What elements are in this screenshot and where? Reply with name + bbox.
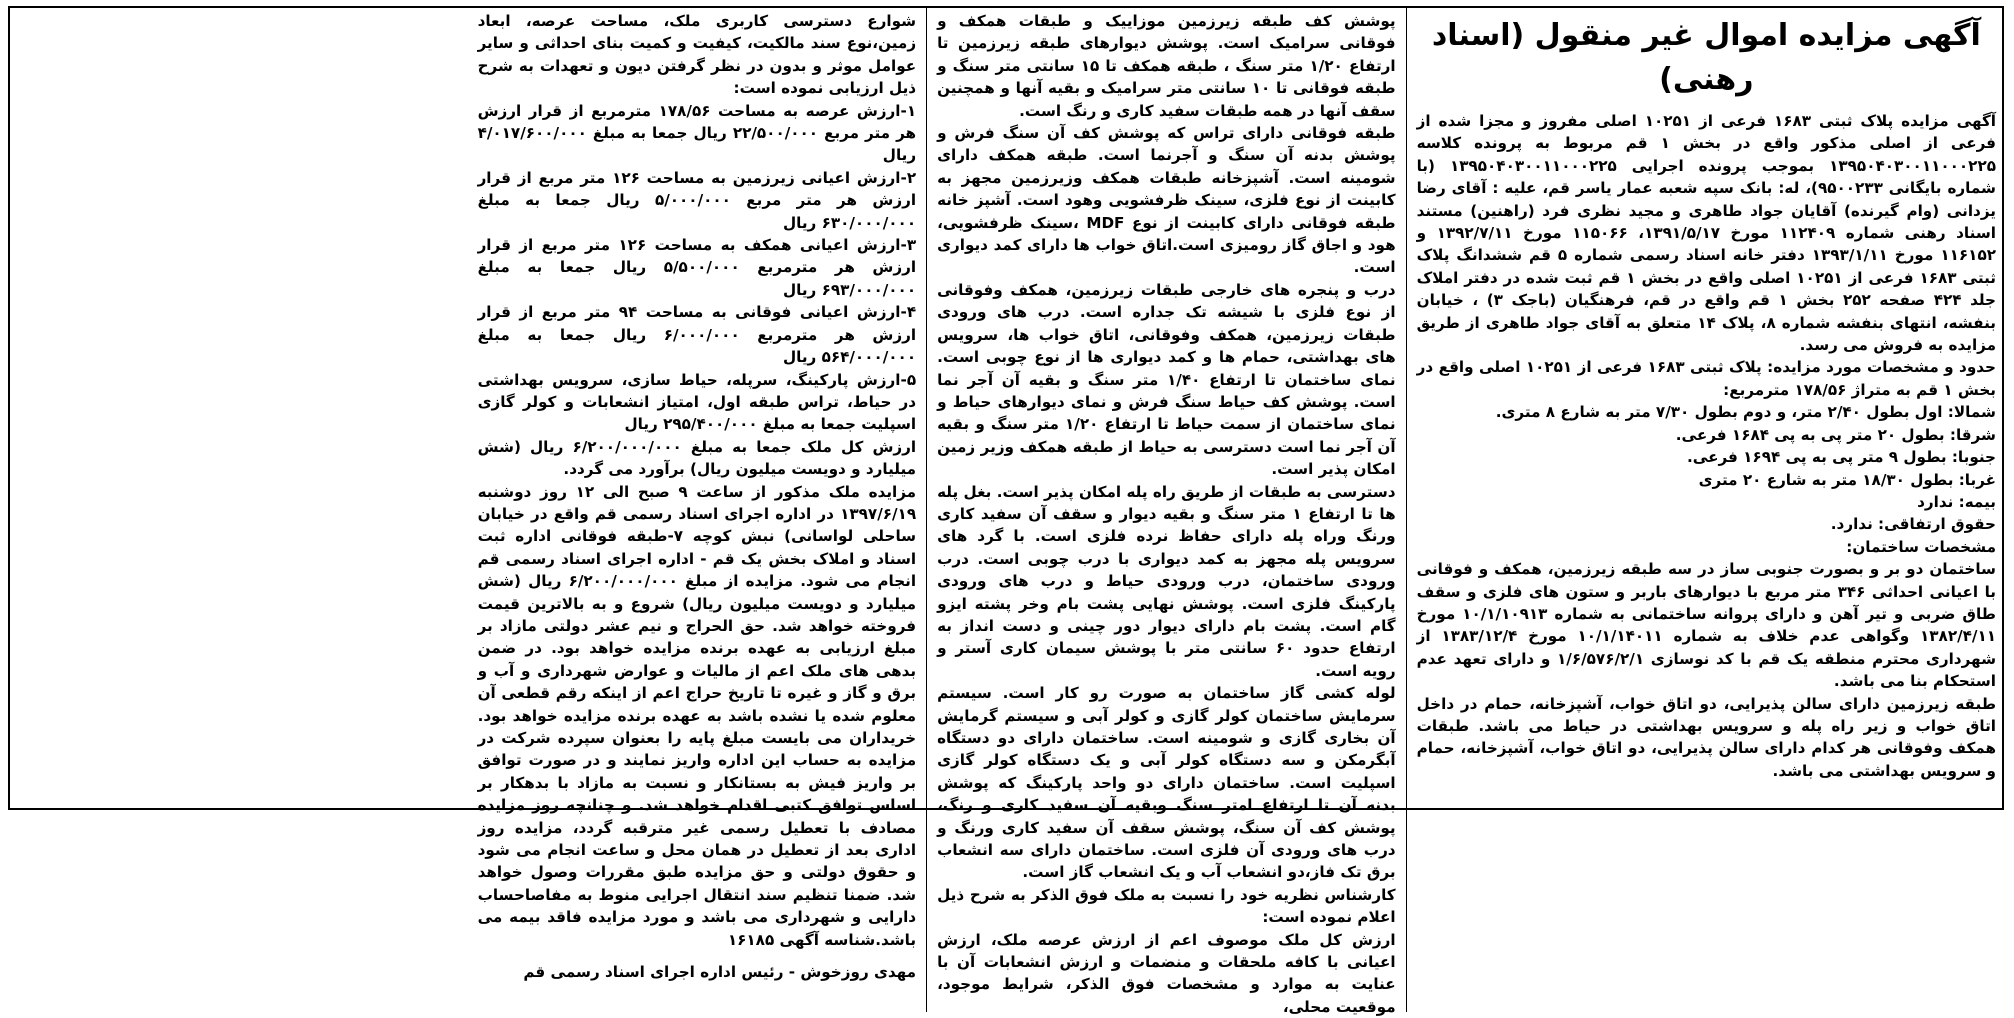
- terrace-paragraph: طبقه فوقانی دارای تراس که پوشش کف آن سنگ فرش و پوشش بدنه آن سنگ و آجرنما است. طبقه همکف دارای شومینه است. آشپزخانه طبقات همکف وزیرزمین مجهز به کابینت از نوع فلزی، سینک ظرفشویی وهود است. آشپز خانه طبقه فوقانی دارای کابینت از نوع MDF ،سینک ظرفشویی، هود و اجاق گاز رومیزی است.اتاق خواب ها دارای کمد دیواری است.: [937, 124, 1396, 277]
- doors-paragraph: درب و پنجره های خارجی طبقات زیرزمین، همکف وفوقانی از نوع فلزی با شیشه تک جداره است. درب های ورودی طبقات زیرزمین، همکف وفوقانی، اتاق خواب ها، سرویس های بهداشتی، حمام ها و کمد دیواری ها از نوع چوبی است. نمای ساختمان تا ارتفاع ۱/۴۰ متر سنگ و بقیه آن آجر نما است. پوشش کف حیاط سنگ فرش و نمای دیوارهای حیاط و نمای ساختمان از سمت حیاط تا ارتفاع ۱/۲۰ متر سنگ و بقیه آن آجر نما است دسترسی به حیاط از طبقه همکف وزیر زمین امکان پذیر است.: [937, 280, 1396, 479]
- basement-paragraph: طبقه زیرزمین دارای سالن پذیرایی، دو اتاق خواب، آشپزخانه، حمام در داخل اتاق خواب و زیر راه پله و سرویس بهداشتی در حیاط می باشد. طبقات همکف وفوقانی هر کدام دارای سالن پذیرایی، دو اتاق خواب، آشپزخانه، حمام و سرویس بهداشتی می باشد.: [1416, 694, 1996, 780]
- expert-paragraph: کارشناس نظریه خود را نسبت به ملک فوق الذکر به شرح ذیل اعلام نموده است:: [937, 885, 1396, 927]
- valuation-intro: شوارع دسترسی کاربری ملک، مساحت عرصه، ابعاد زمین،نوع سند مالکیت، کیفیت و کمیت بنای احداثی و سایر عوامل موثر و بدون در نظر گرفتن دیون و تعهدات به شرح ذیل ارزیابی نموده است:: [477, 12, 917, 98]
- column-1: [1407, 6, 2006, 1012]
- valuation-item-1: ۱-ارزش عرصه به مساحت ۱۷۸/۵۶ مترمربع از قرار ارزش هر متر مربع ۲۲/۵۰۰/۰۰۰ ریال جمعا به مبلغ ۴/۰۱۷/۶۰۰/۰۰۰ ریال: [477, 101, 917, 165]
- bound-west: غربا: بطول ۱۸/۳۰ متر به شارع ۲۰ متری: [1698, 470, 1996, 489]
- auction-terms: مزایده ملک مذکور از ساعت ۹ صبح الی ۱۲ روز دوشنبه ۱۳۹۷/۶/۱۹ در اداره اجرای اسناد رسمی قم واقع در خیابان ساحلی لواسانی) نبش کوچه ۷-طبقه فوقانی اداره ثبت اسناد و املاک بخش یک قم - اداره اجرای اسناد رسمی قم انجام می شود. مزایده از مبلغ ۶/۲۰۰/۰۰۰/۰۰۰ ریال (شش میلیارد و دویست میلیون ریال) شروع و به بالاترین قیمت فروخته خواهد شد. حق الحراج و نیم عشر دولتی مازاد بر مبلغ ارزیابی به عهده برنده مزایده خواهد بود. در ضمن بدهی های ملک اعم از مالیات و عوارض شهرداری و آب و برق و گاز و غیره تا تاریخ حراج اعم از اینکه رقم قطعی آن معلوم شده یا نشده باشد به عهده برنده مزایده خواهد بود. خریداران می بایست مبلغ پایه را بعنوان سپرده شرکت در مزایده به حساب این اداره واریز نمایند و در صورت توافق بر واریز فیش به بستانکار و نسبت به مازاد با بدهکار بر اساس توافق کتبی اقدام خواهد شد. و چنانچه روز مزایده مصادف با تعطیل رسمی غیر مترقبه گردد، مزایده روز اداری بعد از تعطیل در همان محل و ساعت انجام می شود و حقوق دولتی و حق مزایده طبق مقررات وصول خواهد شد. ضمنا تنظیم سند انتقال اجرایی منوط به مفاصاحساب دارایی و شهرداری می باشد و مورد مزایده فاقد بیمه می باشد.شناسه آگهی ۱۶۱۸۵: [477, 482, 917, 949]
- value-intro-paragraph: ارزش کل ملک موصوف اعم از ارزش عرصه ملک، ارزش اعیانی با کافه ملحقات و منضمات و ارزش انشعابات آن با عنایت به موارد و مشخصات فوق الذکر، شرایط موجود، موقعیت محلی،: [937, 930, 1396, 1016]
- flooring-paragraph: پوشش کف طبقه زیرزمین موزاییک و طبقات همکف و فوقانی سرامیک است. پوشش دیوارهای طبقه زیرزمین تا ارتفاع ۱/۲۰ متر سنگ ، طبقه همکف تا ۱۵ سانتی متر سنگ و طبقه فوقانی تا ۱۰ سانتی متر سرامیک و بقیه آنها و همچنین سقف آنها در همه طبقات سفید کاری و رنگ است.: [937, 12, 1396, 120]
- stairs-paragraph: دسترسی به طبقات از طریق راه پله امکان پذیر است. بغل پله ها تا ارتفاع ۱ متر سنگ و بقیه دیوار و سقف آن سفید کاری ورنگ وراه پله دارای حفاظ نرده فلزی است. با گرد های سرویس پله مجهز به کمد دیواری با درب چوبی است. درب ورودی ساختمان، درب ورودی حیاط و درب های ورودی پارکینگ فلزی است. پوشش نهایی پشت بام وخر پشته ایزو گام است. پشت بام دارای دیوار دور چینی و دست انداز به ارتفاع حدود ۶۰ سانتی متر با پوشش سیمان کاری آستر و رویه است.: [937, 482, 1396, 680]
- bounds-heading: حدود و مشخصات مورد مزایده: پلاک ثبتی ۱۶۸۳ فرعی از ۱۰۲۵۱ اصلی واقع در بخش ۱ قم به متراژ ۱۷۸/۵۶ مترمربع:: [1416, 358, 1996, 399]
- valuation-item-5: ۵-ارزش پارکینگ، سرپله، حیاط سازی، سرویس بهداشتی در حیاط، تراس طبقه اول، امتیاز انشعابات و کولر گازی اسپلیت جمعا به مبلغ ۲۹۵/۴۰۰/۰۰۰ ریال: [477, 370, 917, 434]
- valuation-item-4: ۴-ارزش اعیانی فوقانی به مساحت ۹۴ متر مربع از قرار ارزش هر مترمربع ۶/۰۰۰/۰۰۰ ریال جمعا به مبلغ ۵۶۴/۰۰۰/۰۰۰ ریال: [477, 303, 917, 367]
- ad-title: آگهی مزایده اموال غیر منقول (اسناد رهنی): [1431, 18, 1981, 97]
- valuation-item-3: ۳-ارزش اعیانی همکف به مساحت ۱۲۶ متر مربع از قرار ارزش هر مترمربع ۵/۵۰۰/۰۰۰ ریال جمعا به مبلغ ۶۹۳/۰۰۰/۰۰۰ ریال: [477, 236, 917, 299]
- intro-paragraph: آگهی مزایده پلاک ثبتی ۱۶۸۳ فرعی از ۱۰۲۵۱ اصلی مفروز و مجزا شده از فرعی از اصلی مذکور واقع در بخش ۱ قم مربوط به پرونده کلاسه ۱۳۹۵۰۴۰۳۰۰۱۱۰۰۰۲۲۵ بموجب پرونده اجرایی ۱۳۹۵۰۴۰۳۰۰۱۱۰۰۰۲۲۵ (با شماره بایگانی ۹۵۰۰۲۳۳)، له: بانک سپه شعبه عمار یاسر قم، علیه : آقای رضا یزدانی (وام گیرنده) آقایان جواد طاهری و مجید نظری فرد (راهنین) مستند اسناد رهنی شماره ۱۱۲۴۰۹ مورخ ۱۳۹۱/۵/۱۷، ۱۱۵۰۶۶ مورخ ۱۳۹۲/۷/۱۱ و ۱۱۶۱۵۲ مورخ ۱۳۹۳/۱/۱۱ دفتر خانه اسناد رسمی شماره ۵ قم ششدانگ پلاک ثبتی ۱۶۸۳ فرعی از ۱۰۲۵۱ اصلی واقع در بخش ۱ قم ثبت شده در دفتر املاک جلد ۴۲۴ صفحه ۲۵۲ بخش ۱ قم واقع در قم، فرهنگیان (باجک ۳) ، خیابان بنفشه، انتهای بنفشه شماره ۸، پلاک ۱۴ متعلق به آقای جواد طاهری از طریق مزایده به فروش می رسد.: [1416, 112, 1997, 355]
- specs-paragraph: ساختمان دو بر و بصورت جنوبی ساز در سه طبقه زیرزمین، همکف و فوقانی با اعیانی احداثی ۳۴۶ متر مربع با دیوارهای باربر و ستون های فلزی و سقف طاق ضربی و تیر آهن و دارای پروانه ساختمانی به شماره ۱۰/۱/۱۰۹۱۳ مورخ ۱۳۸۲/۴/۱۱ وگواهی عدم خلاف به شماره ۱۰/۱/۱۴۰۱۱ مورخ ۱۳۸۳/۱۲/۴ از شهرداری محترم منطقه یک قم با کد نوسازی ۱/۶/۵۷۶/۲/۱ و دارای تعهد عدم استحکام بنا می باشد.: [1416, 560, 1996, 691]
- bound-north: شمالا: اول بطول ۲/۴۰ متر، و دوم بطول ۷/۳۰ متر به شارع ۸ متری.: [1495, 403, 1996, 422]
- bound-east: شرقا: بطول ۲۰ متر پی به پی ۱۶۸۴ فرعی.: [1675, 425, 1996, 444]
- utilities-paragraph: لوله کشی گاز ساختمان به صورت رو کار است. سیستم سرمایش ساختمان کولر گازی و کولر آبی و سیستم گرمایش آن بخاری گازی و شومینه است. ساختمان دارای دو دستگاه آبگرمکن و سه دستگاه کولر آبی و یک دستگاه کولر گازی اسپلیت است. ساختمان دارای دو واحد پارکینگ که پوشش بدنه آن تا ارتفاع امتر سنگ وبقیه آن سفید کاری و رنگ، پوشش کف آن سنگ، پوشش سقف آن سفید کاری ورنگ و درب های ورودی آن فلزی است. ساختمان دارای سه انشعاب برق تک فاز،دو انشعاب آب و یک انشعاب گاز است.: [937, 684, 1396, 882]
- signature: مهدی روزخوش - رئیس اداره اجرای اسناد رسمی قم: [523, 963, 917, 982]
- column-2: [927, 6, 1407, 1016]
- easement-line: حقوق ارتفاقی: ندارد.: [1830, 515, 1996, 534]
- valuation-total: ارزش کل ملک جمعا به مبلغ ۶/۲۰۰/۰۰۰/۰۰۰ ریال (شش میلیارد و دویست میلیون ریال) برآورد می گردد.: [477, 437, 917, 479]
- insurance-line: بیمه: ندارد: [1917, 492, 1996, 511]
- column-3: [468, 6, 928, 1012]
- specs-heading: مشخصات ساختمان:: [1846, 537, 1996, 556]
- valuation-item-2: ۲-ارزش اعیانی زیرزمین به مساحت ۱۲۶ متر مربع از قرار ارزش هر متر مربع ۵/۰۰۰/۰۰۰ ریال جمعا به مبلغ ۶۳۰/۰۰۰/۰۰۰ ریال: [477, 168, 917, 232]
- ad-columns: [8, 6, 2006, 1016]
- bound-south: جنوبا: بطول ۹ متر پی به پی ۱۶۹۴ فرعی.: [1686, 448, 1996, 467]
